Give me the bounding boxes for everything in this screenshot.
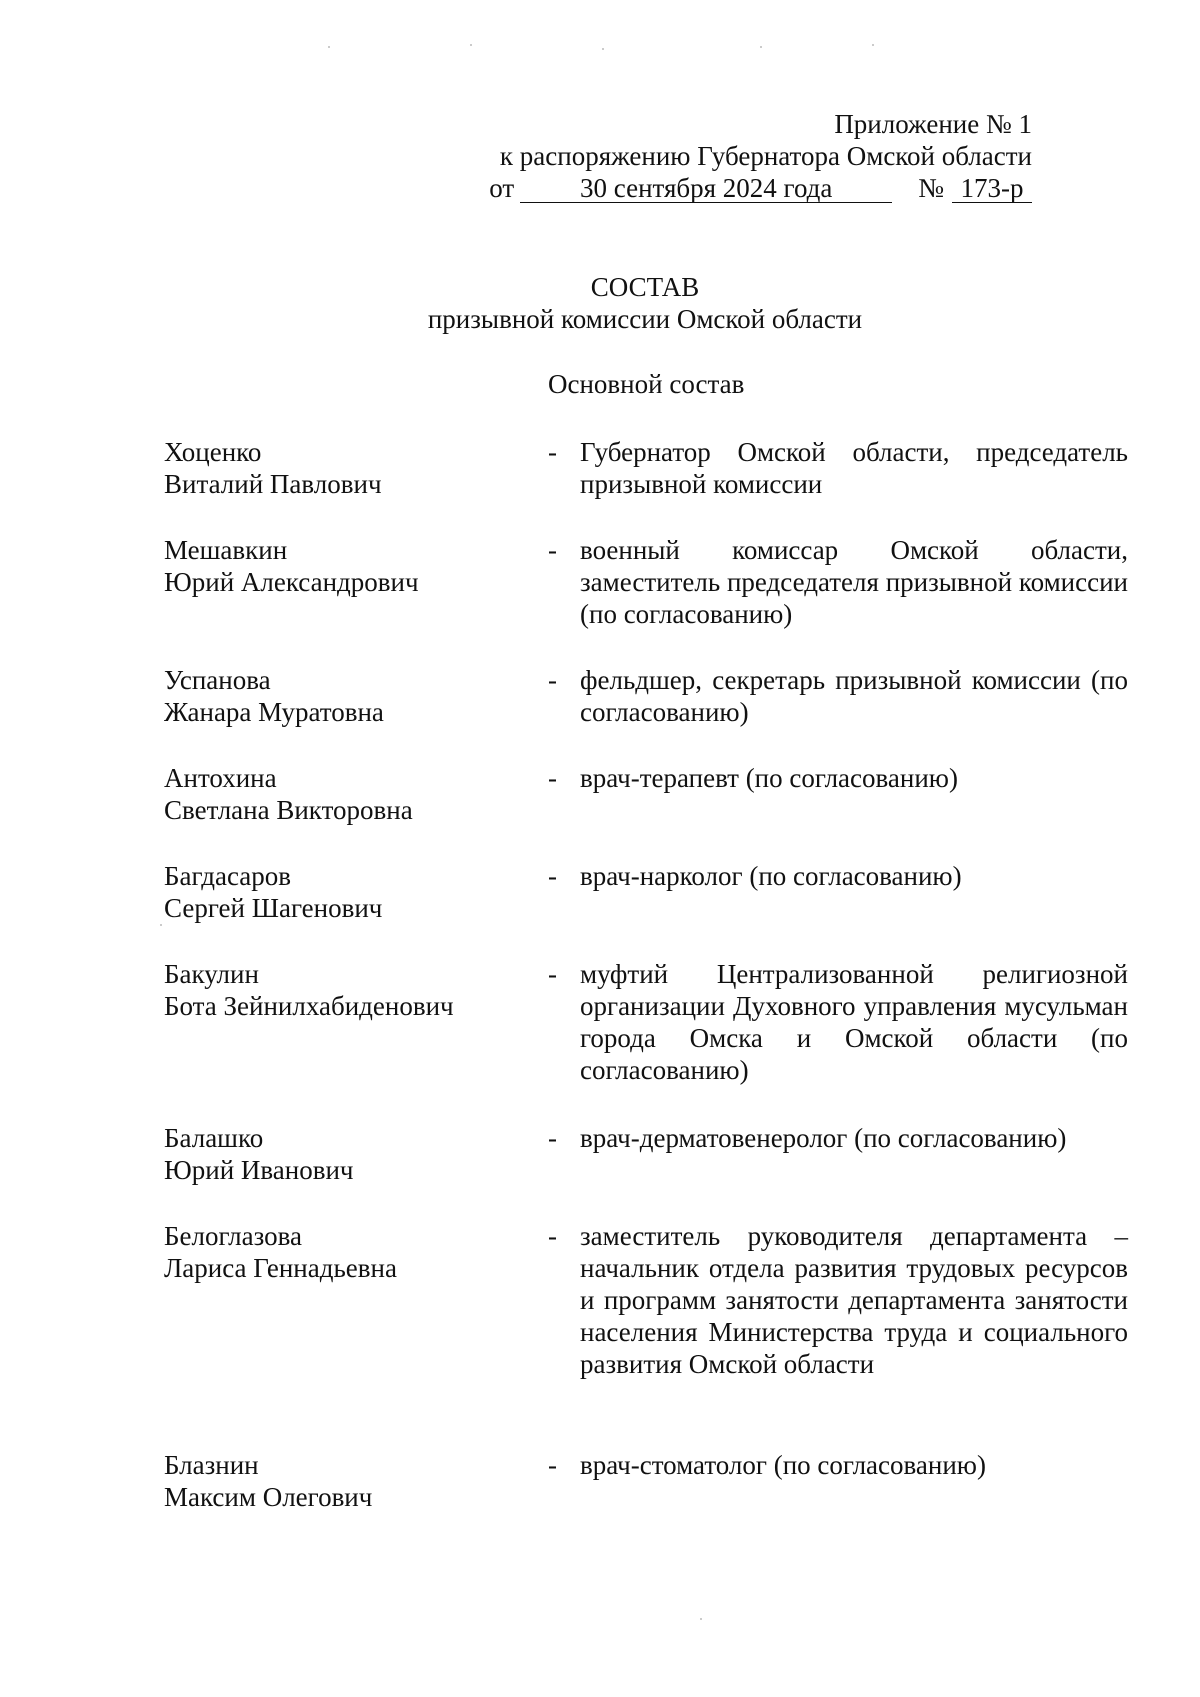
- member-name: Хоценко Виталий Павлович: [164, 437, 382, 499]
- member-dash: -: [548, 665, 557, 695]
- member-dash: -: [548, 1221, 557, 1251]
- member-role: муфтий Централизованной религиозной организации Духовного управления мусульман города Омска и Омской области (по согласованию): [580, 959, 1128, 1085]
- member-dash: -: [548, 437, 557, 467]
- order-date: 30 сентября 2024 года: [520, 174, 892, 203]
- member-dash: -: [548, 1123, 557, 1153]
- document-title: СОСТАВ: [590, 272, 700, 302]
- member-name: Блазнин Максим Олегович: [164, 1450, 373, 1512]
- member-name: Балашко Юрий Иванович: [164, 1123, 354, 1185]
- appendix-header: [489, 108, 1032, 204]
- order-reference: к распоряжению Губернатора Омской области: [499, 141, 1032, 171]
- document-subtitle: призывной комиссии Омской области: [427, 304, 863, 334]
- order-number: 173-р: [952, 174, 1032, 203]
- member-dash: -: [548, 1450, 557, 1480]
- scan-speck: [700, 1618, 702, 1620]
- member-name: Мешавкин Юрий Александрович: [164, 535, 419, 597]
- member-dash: -: [548, 861, 557, 891]
- member-name: Антохина Светлана Викторовна: [164, 763, 413, 825]
- from-label: от: [489, 173, 515, 203]
- scan-speck: [760, 46, 762, 48]
- scan-speck: [328, 46, 330, 48]
- member-role: врач-стоматолог (по согласованию): [580, 1450, 986, 1480]
- member-name: Белоглазова Лариса Геннадьевна: [164, 1221, 397, 1283]
- order-date-line: [489, 172, 1032, 204]
- scan-speck: [470, 44, 472, 46]
- member-dash: -: [548, 535, 557, 565]
- scan-speck: [602, 48, 604, 50]
- member-name: Бакулин Бота Зейнилхабиденович: [164, 959, 454, 1021]
- member-role: Губернатор Омской области, председатель призывной комиссии: [580, 437, 1128, 499]
- member-name: Багдасаров Сергей Шагенович: [164, 861, 383, 923]
- number-label: №: [918, 173, 944, 203]
- member-dash: -: [548, 763, 557, 793]
- scan-speck: [160, 924, 162, 926]
- appendix-number: Приложение № 1: [834, 109, 1032, 139]
- member-role: фельдшер, секретарь призывной комиссии (по согласованию): [580, 665, 1128, 727]
- member-role: врач-нарколог (по согласованию): [580, 861, 962, 891]
- member-role: заместитель руководителя департамента – начальник отдела развития трудовых ресурсов и программ занятости департамента занятости населения Министерства труда и социального развития Омской области: [580, 1221, 1128, 1379]
- member-dash: -: [548, 959, 557, 989]
- section-title: Основной состав: [548, 369, 745, 399]
- member-role: врач-терапевт (по согласованию): [580, 763, 958, 793]
- member-name: Успанова Жанара Муратовна: [164, 665, 384, 727]
- member-role: врач-дерматовенеролог (по согласованию): [580, 1123, 1067, 1153]
- scan-speck: [872, 44, 874, 46]
- member-role: военный комиссар Омской области, заместитель председателя призывной комиссии (по согласованию): [580, 535, 1128, 629]
